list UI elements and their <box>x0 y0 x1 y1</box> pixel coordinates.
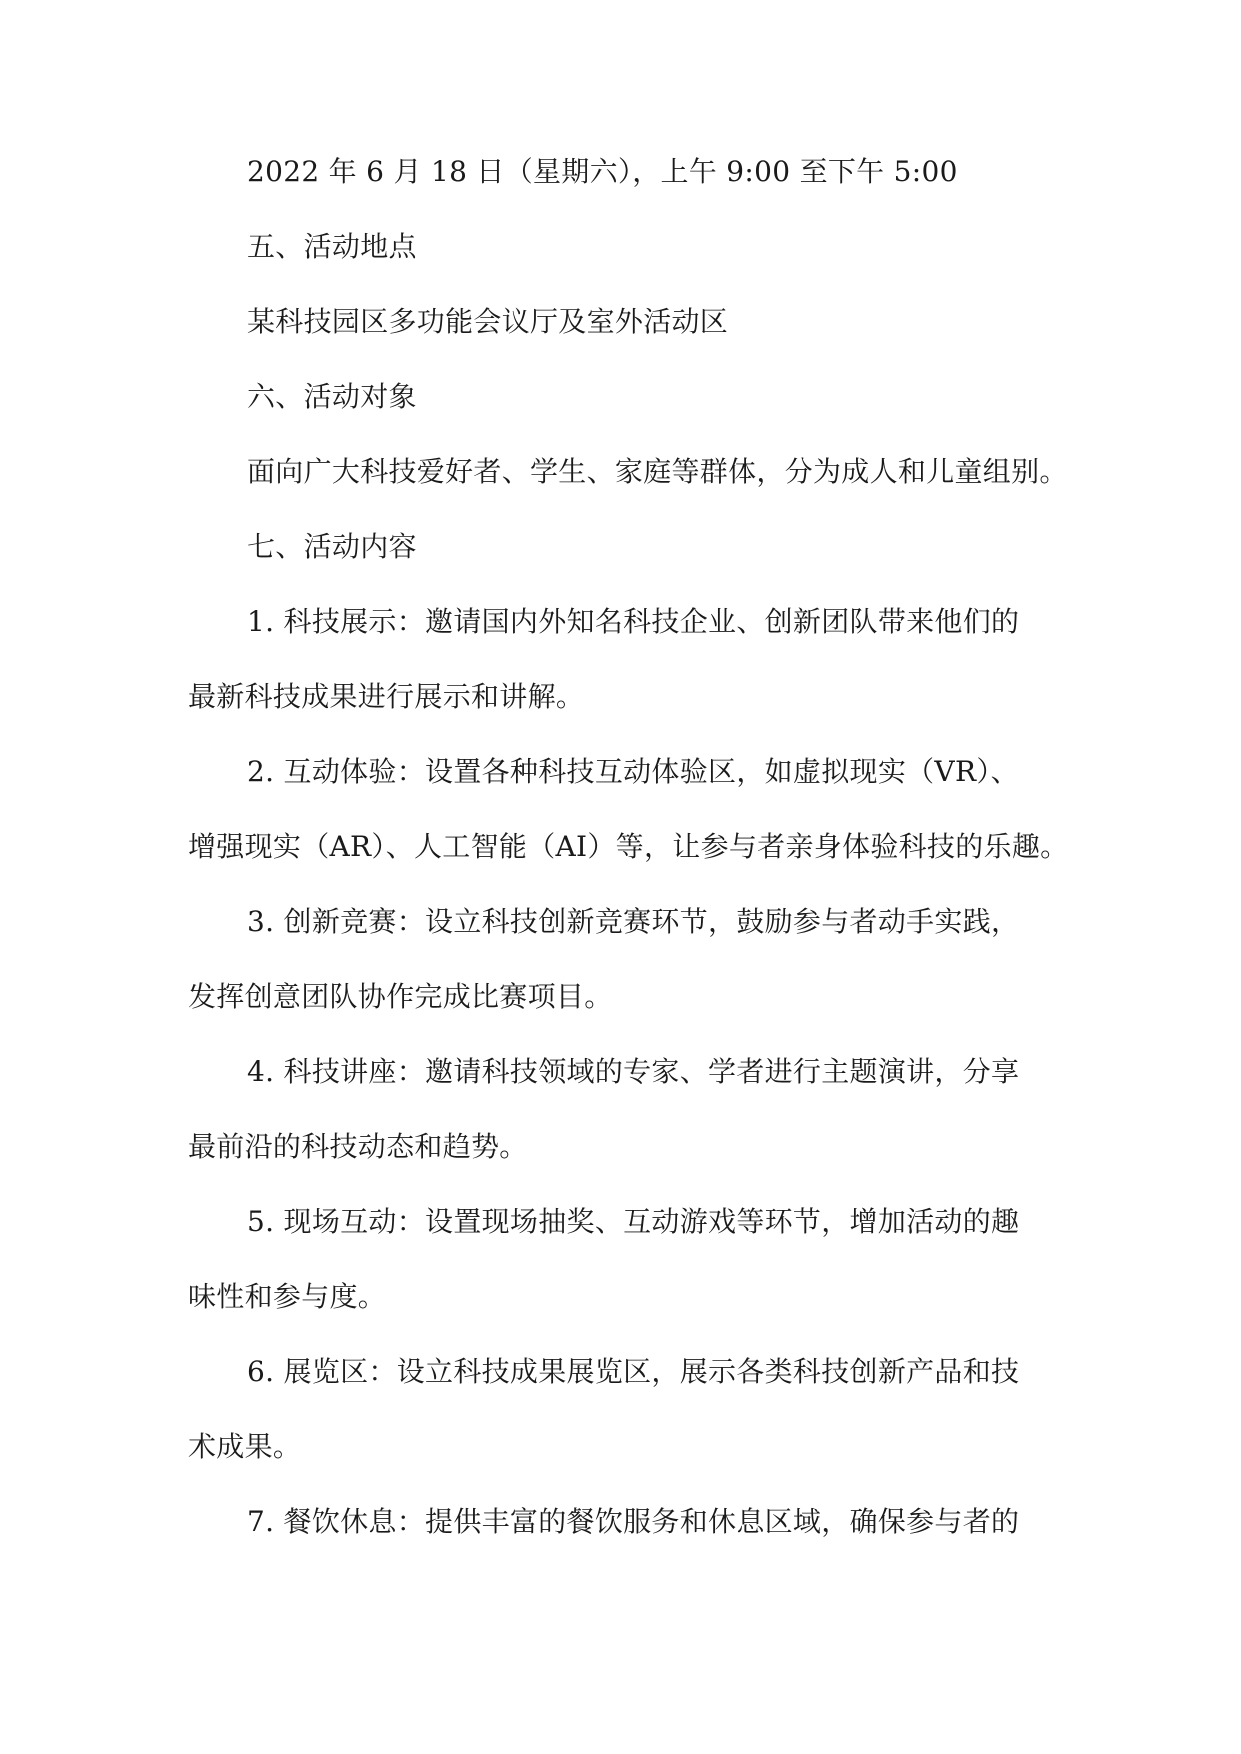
content-item-6-line-1: 6. 展览区：设立科技成果展览区，展示各类科技创新产品和技 <box>247 1355 1020 1388</box>
content-item-1-line-2: 最新科技成果进行展示和讲解。 <box>188 680 585 713</box>
content-item-1-line-1: 1. 科技展示：邀请国内外知名科技企业、创新团队带来他们的 <box>247 605 1020 638</box>
content-item-7-line-1: 7. 餐饮休息：提供丰富的餐饮服务和休息区域，确保参与者的 <box>247 1505 1020 1538</box>
event-date-line: 2022 年 6 月 18 日（星期六），上午 9:00 至下午 5:00 <box>247 155 958 188</box>
content-item-2-line-2: 增强现实（AR）、人工智能（AI）等，让参与者亲身体验科技的乐趣。 <box>188 830 1069 863</box>
section-heading-location: 五、活动地点 <box>247 230 417 263</box>
content-item-3-line-2: 发挥创意团队协作完成比赛项目。 <box>188 980 613 1013</box>
content-item-6-line-2: 术成果。 <box>188 1430 302 1463</box>
audience-line: 面向广大科技爱好者、学生、家庭等群体，分为成人和儿童组别。 <box>247 455 1068 488</box>
section-heading-audience: 六、活动对象 <box>247 380 417 413</box>
content-item-5-line-2: 味性和参与度。 <box>188 1280 387 1313</box>
content-item-2-line-1: 2. 互动体验：设置各种科技互动体验区，如虚拟现实（VR）、 <box>247 755 1019 788</box>
location-line: 某科技园区多功能会议厅及室外活动区 <box>247 305 729 338</box>
content-item-4-line-2: 最前沿的科技动态和趋势。 <box>188 1130 528 1163</box>
content-item-5-line-1: 5. 现场互动：设置现场抽奖、互动游戏等环节，增加活动的趣 <box>247 1205 1020 1238</box>
content-item-3-line-1: 3. 创新竞赛：设立科技创新竞赛环节，鼓励参与者动手实践， <box>247 905 1020 938</box>
section-heading-content: 七、活动内容 <box>247 530 417 563</box>
content-item-4-line-1: 4. 科技讲座：邀请科技领域的专家、学者进行主题演讲，分享 <box>247 1055 1020 1088</box>
